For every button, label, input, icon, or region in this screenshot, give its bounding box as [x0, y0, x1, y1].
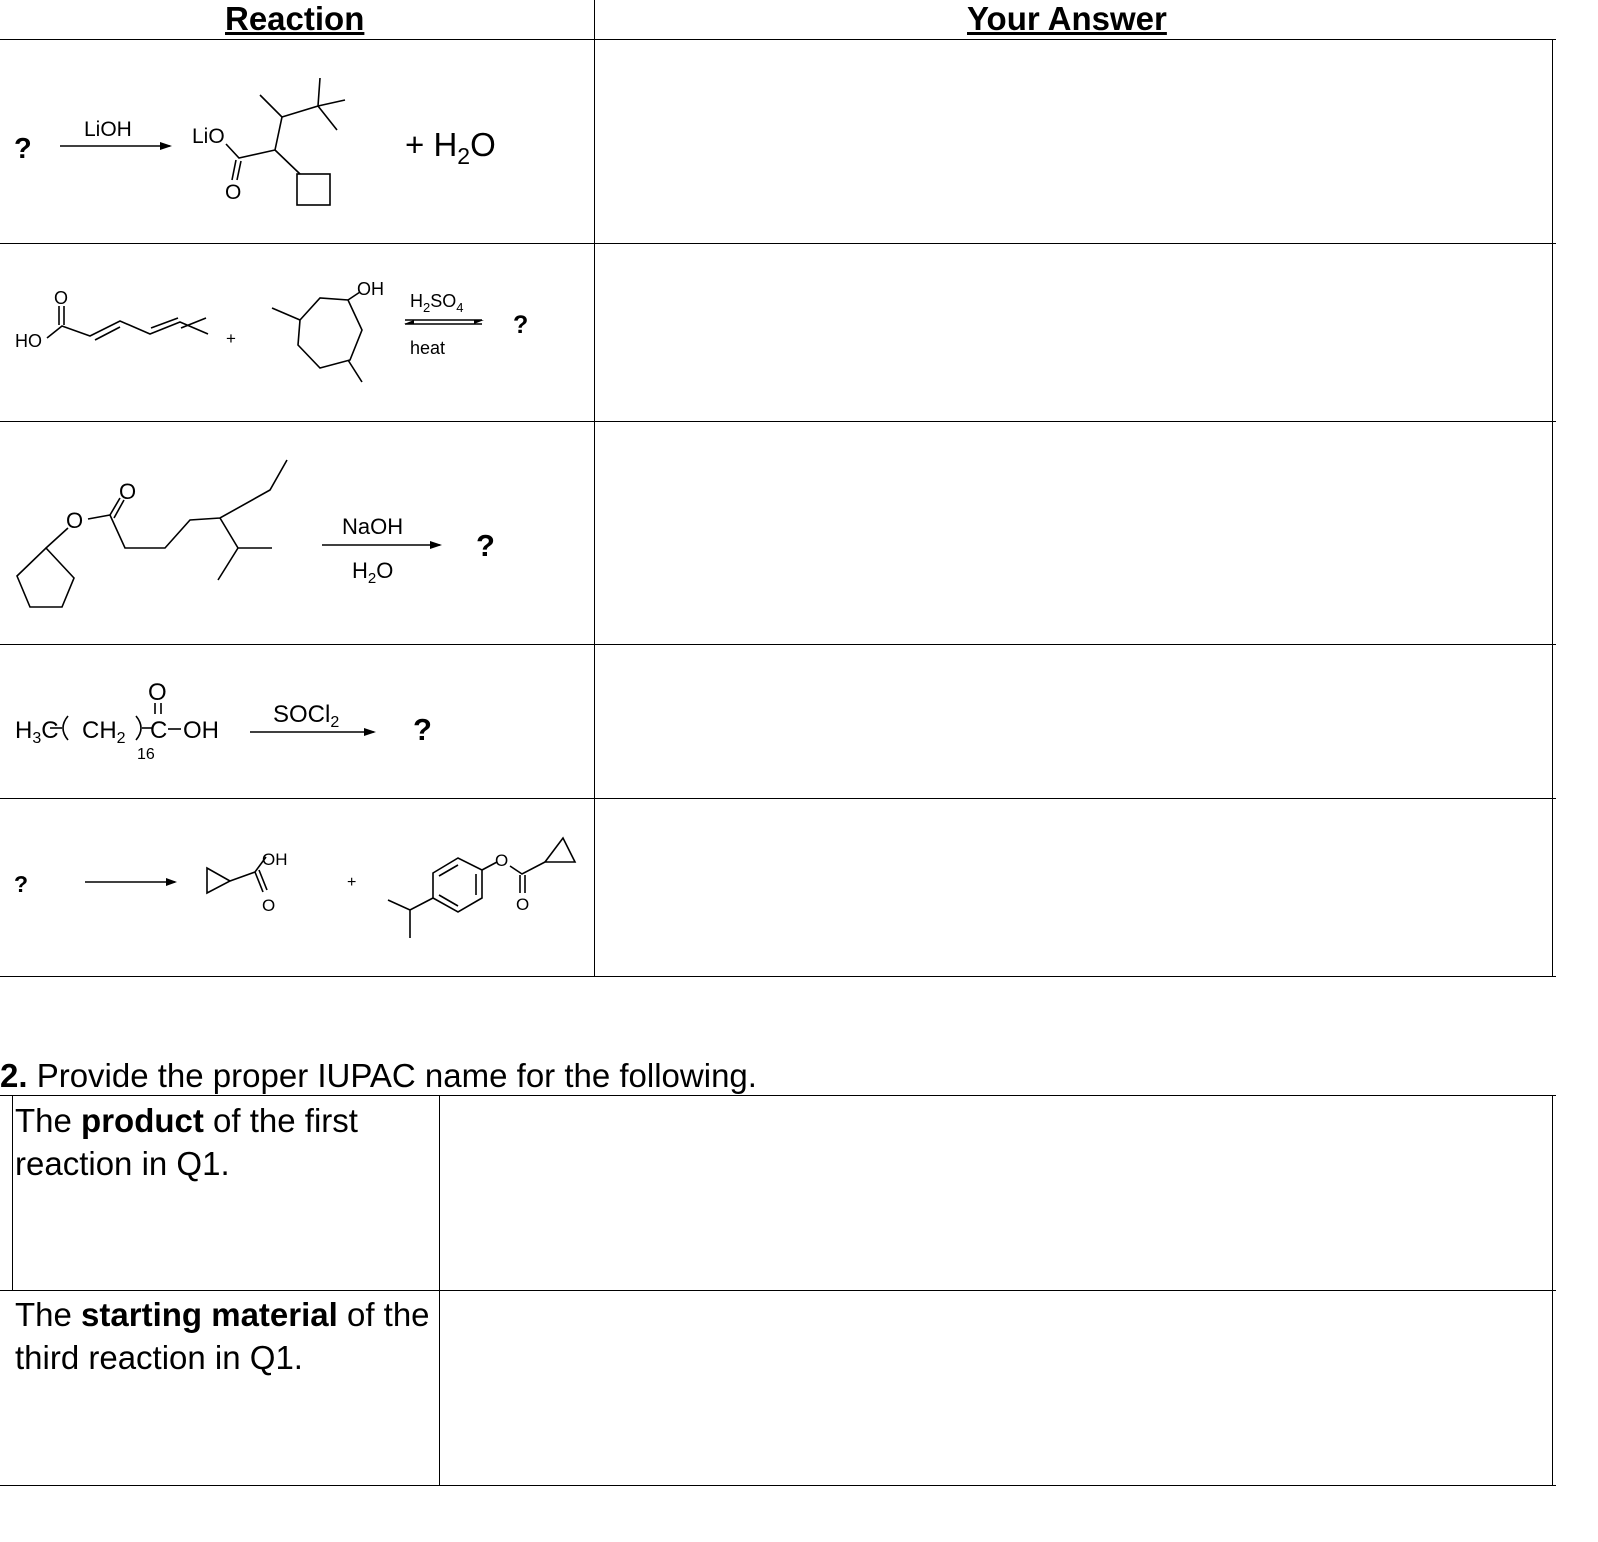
carbonyl-o: O — [148, 679, 167, 706]
cyclopropane-ring-1 — [207, 868, 230, 893]
reaction-3 — [17, 460, 495, 607]
ch2-unit: $CH_2$ — [82, 717, 126, 747]
reaction-1 — [14, 78, 496, 205]
q2-prompt-1: The product of the first reaction in Q1. — [15, 1102, 358, 1182]
answer-header: Your Answer — [967, 0, 1167, 37]
table-right-edge — [1552, 39, 1553, 977]
carboxyl-oh: OH — [183, 717, 219, 744]
ester-o: O — [66, 508, 84, 533]
cycloheptane-ring — [298, 298, 362, 368]
benzene-inner-1 — [439, 865, 458, 876]
q2-answer-1[interactable] — [442, 1097, 1550, 1288]
carbonyl-o: O — [54, 288, 69, 308]
repeat-count: 16 — [137, 746, 155, 763]
answer-cell-5[interactable] — [597, 800, 1550, 974]
q2-table-top — [0, 1095, 1556, 1096]
ho-label: HO — [15, 331, 42, 351]
q2-prompt-2: The starting material of the third reaction in Q1. — [15, 1296, 430, 1376]
reagent-label: SOCl$_2$ — [273, 701, 340, 731]
ester-o: O — [495, 851, 509, 870]
alkene-line-1 — [95, 327, 120, 340]
acid-skeleton — [47, 321, 208, 338]
question-2-title — [0, 1057, 757, 1095]
q2-answer-2[interactable] — [442, 1292, 1550, 1483]
carbonyl-bond — [232, 160, 236, 180]
alkene-line-2 — [151, 318, 178, 328]
column-divider — [594, 0, 595, 977]
methyl-branch-2 — [348, 360, 362, 382]
cyclopentane-ring — [17, 548, 74, 607]
reaction-2 — [15, 279, 528, 382]
q2-left-edge — [12, 1095, 13, 1291]
q2-prompt-2-bold: starting material — [81, 1296, 338, 1333]
arrow-head — [430, 541, 442, 549]
carbonyl-o: O — [225, 181, 242, 204]
methyl-branch-1 — [272, 308, 300, 320]
question-mark: ? — [513, 311, 529, 339]
reaction-4 — [15, 679, 432, 763]
reagent-top: $H_2SO_4$ — [410, 291, 464, 315]
cyclobutane-ring — [297, 174, 330, 205]
lio-label: LiO — [192, 125, 225, 148]
question-text: Provide the proper IUPAC name for the following. — [27, 1057, 757, 1094]
cyclopropane-ring-2 — [545, 838, 575, 862]
oh-label: OH — [262, 850, 288, 869]
fatty-acid-formula: $H_3C$ — [15, 717, 59, 747]
reaction-drawings — [0, 0, 594, 977]
arrow-head — [160, 142, 172, 150]
acyl-skeleton — [88, 460, 287, 580]
reagent-label: LiOH — [84, 118, 132, 141]
question-mark: ? — [476, 528, 495, 563]
isopropyl-group — [388, 898, 433, 938]
question-mark: ? — [14, 133, 32, 165]
q2-column-divider — [439, 1095, 440, 1486]
alkene-line-3 — [181, 318, 206, 328]
carboxyl-c: C — [150, 717, 168, 744]
oh-label: OH — [357, 279, 384, 299]
carbonyl-o: O — [119, 479, 137, 504]
bracket-left — [63, 716, 68, 740]
answer-cell-4[interactable] — [597, 646, 1550, 796]
acid-chain — [230, 857, 266, 881]
water-coproduct: + $H_2O$ — [405, 126, 496, 169]
q2-right-edge — [1552, 1095, 1553, 1486]
arrow-head — [166, 878, 177, 886]
reaction-header: Reaction — [225, 0, 365, 37]
question-mark: ? — [14, 871, 29, 897]
answer-cell-1[interactable] — [597, 41, 1550, 241]
plus-sign: + — [347, 874, 357, 891]
carbonyl-o: O — [262, 896, 276, 915]
carbonyl-bond-2 — [237, 161, 241, 180]
answer-cell-3[interactable] — [597, 423, 1550, 642]
bracket-right — [136, 716, 141, 740]
ester-o-bond — [46, 528, 68, 548]
arrow-head — [364, 728, 376, 736]
plus-sign: + — [226, 329, 236, 348]
benzene-inner-3 — [439, 895, 458, 906]
q2-prompt-1-bold: product — [81, 1102, 204, 1139]
acyl-chain — [510, 862, 545, 874]
q2-row-divider — [0, 1290, 1556, 1291]
reaction-5 — [14, 838, 575, 938]
question-number: 2. — [0, 1057, 28, 1094]
carbonyl-o-2: O — [516, 895, 530, 914]
reagent-bottom: heat — [410, 338, 446, 358]
carboxylate-skeleton — [226, 78, 345, 174]
reagent-top: NaOH — [342, 514, 404, 539]
q2-table-bottom — [0, 1485, 1556, 1486]
reagent-bottom: $H_2O$ — [352, 558, 394, 587]
answer-cell-2[interactable] — [597, 245, 1550, 419]
question-mark: ? — [413, 712, 432, 747]
